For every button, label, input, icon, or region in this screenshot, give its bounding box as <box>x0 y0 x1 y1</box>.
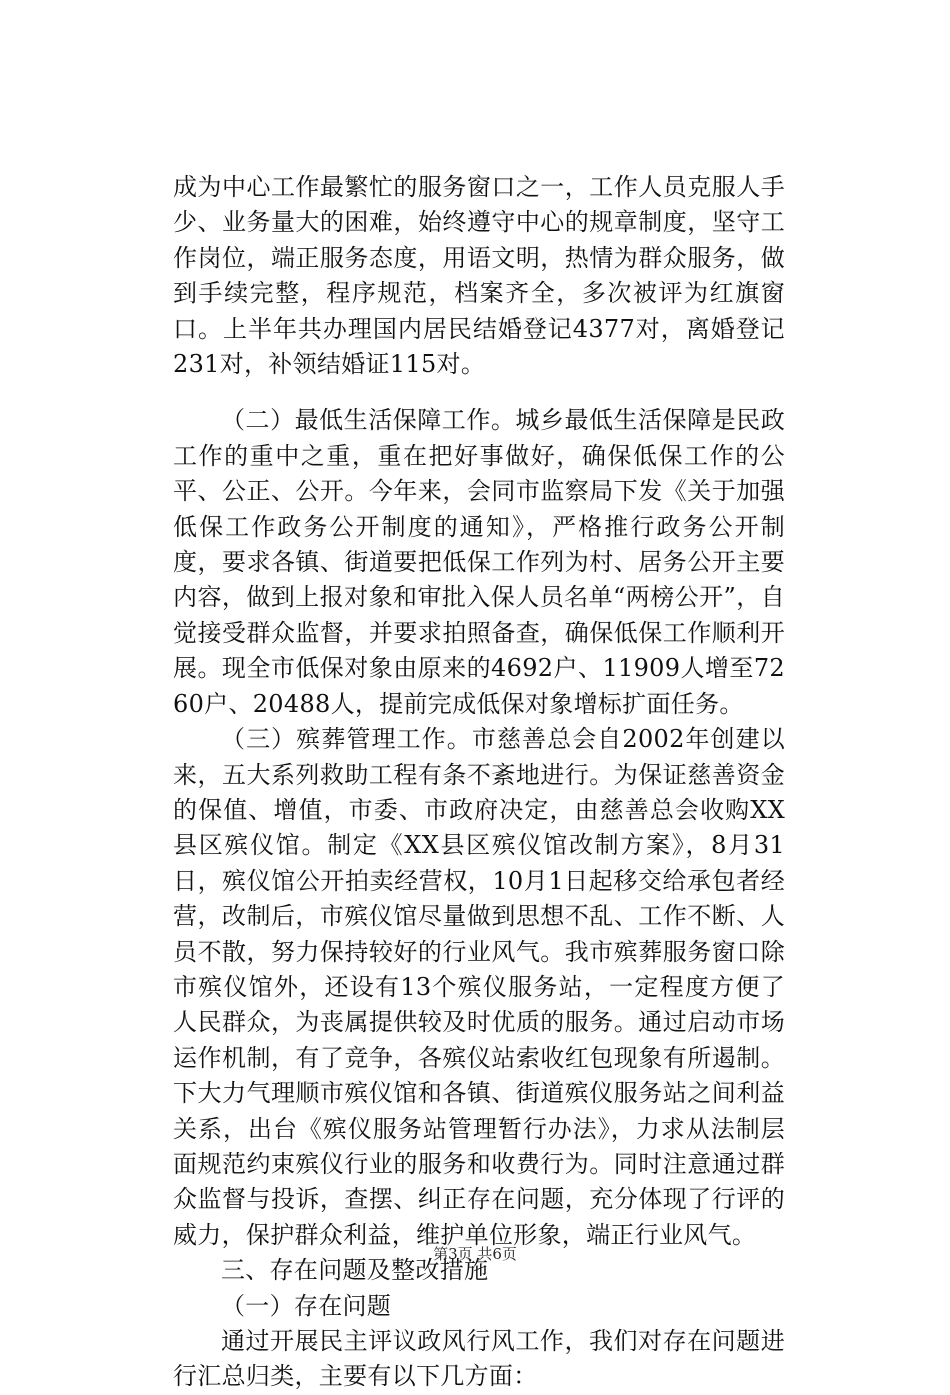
paragraph-problem-summary: 通过开展民主评议政风行风工作，我们对存在问题进行汇总归类，主要有以下几方面： <box>173 1327 785 1391</box>
paragraph-funeral-management: （三）殡葬管理工作。市慈善总会自2002年创建以来，五大系列救助工程有条不紊地进行。为保证慈善资金的保值、增值，市委、市政府决定，由慈善总会收购XX县区殡仪馆。制定《XX县区殡仪馆改制方案》，8月31日，殡仪馆公开拍卖经营权，10月1日起移交给承包者经营，改制后，市殡仪馆尽量做到思想不乱、工作不断、人员不散，努力保持较好的行业风气。我市殡葬服务窗口除市殡仪馆外，还设有13个殡仪服务站，一定程度方便了人民群众，为丧属提供较及时优质的服务。通过启动市场运作机制，有了竞争，各殡仪站索收红包现象有所遏制。下大力气理顺市殡仪馆和各镇、街道殡仪服务站之间利益关系，出台《殡仪服务站管理暂行办法》，力求从法制层面规范约束殡仪行业的服务和收费行为。同时注意通过群众监督与投诉，查摆、纠正存在问题，充分体现了行评的威力，保护群众利益，维护单位形象，端正行业风气。 <box>173 725 785 1249</box>
section-heading-problems-and-rectification: 三、存在问题及整改措施 <box>221 1256 489 1285</box>
subsection-heading-existing-problems: （一）存在问题 <box>221 1291 392 1320</box>
paragraph-marriage-registration: 成为中心工作最繁忙的服务窗口之一，工作人员克服人手少、业务量大的困难，始终遵守中心的规章制度，坚守工作岗位，端正服务态度，用语文明，热情为群众服务，做到手续完整，程序规范，档案齐全，多次被评为红旗窗口。上半年共办理国内居民结婚登记4377对，离婚登记231对，补领结婚证115对。 <box>173 173 785 379</box>
page-number-footer: 第3页 共6页 <box>433 1245 517 1263</box>
paragraph-minimum-living-security: （二）最低生活保障工作。城乡最低生活保障是民政工作的重中之重，重在把好事做好，确保低保工作的公平、公正、公开。今年来，会同市监察局下发《关于加强低保工作政务公开制度的通知》，严格推行政务公开制度，要求各镇、街道要把低保工作列为村、居务公开主要内容，做到上报对象和审批入保人员名单“两榜公开”，自觉接受群众监督，并要求拍照备查，确保低保工作顺利开展。现全市低保对象由原来的4692户、11909人增至7260户、20488人，提前完成低保对象增标扩面任务。 <box>173 406 785 718</box>
document-body <box>173 170 785 1395</box>
